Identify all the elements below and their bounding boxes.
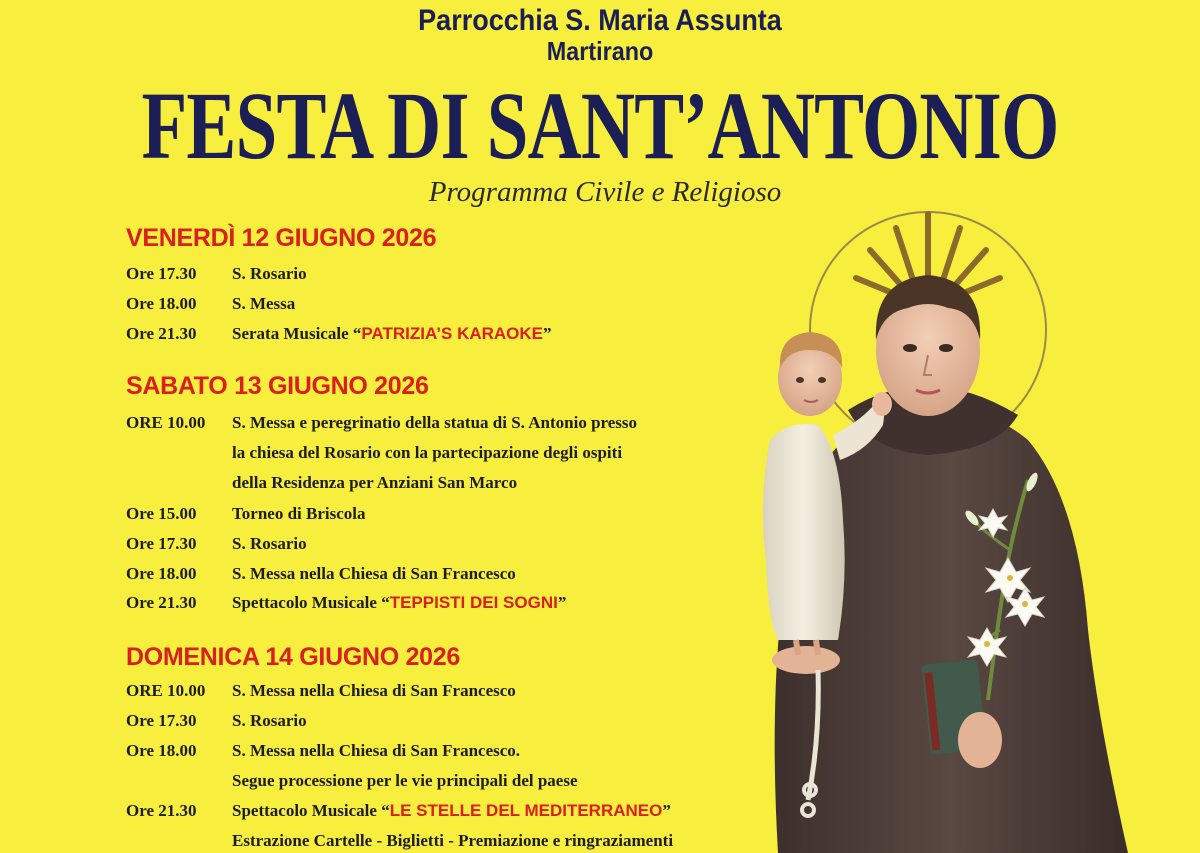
event-time: ORE 10.00	[126, 413, 206, 432]
saint-anthony-statue-icon	[748, 200, 1200, 853]
event-text: S. Messa nella Chiesa di San Francesco.	[232, 741, 521, 760]
event-text: Spettacolo Musicale	[232, 593, 377, 612]
child-hand	[872, 392, 892, 416]
child-robe	[763, 424, 845, 640]
saint-hand	[772, 646, 840, 674]
event-time: Ore 17.30	[126, 534, 197, 553]
event-time: Ore 21.30	[126, 801, 197, 820]
town-name: Martirano	[546, 36, 654, 66]
event-text: Spettacolo Musicale	[232, 801, 377, 820]
event-highlight: LE STELLE DEL MEDITERRANEO	[389, 801, 663, 820]
event-text: S. Messa e peregrinatio della statua di S. Antonio presso	[232, 413, 638, 432]
parish-name: Parrocchia S. Maria Assunta	[418, 4, 782, 37]
event-text: S. Rosario	[232, 534, 307, 553]
event-time: Ore 18.00	[126, 564, 197, 583]
day-heading: SABATO 13 GIUGNO 2026	[126, 372, 429, 400]
event-text: Segue processione per le vie principali del paese	[232, 771, 578, 790]
event-text: Serata Musicale	[232, 324, 349, 343]
event-text: S. Rosario	[232, 264, 307, 283]
event-time: Ore 17.30	[126, 264, 197, 283]
event-time: ORE 10.00	[126, 681, 206, 700]
saint-right-hand	[958, 712, 1002, 768]
event-text-with-highlight: Spettacolo Musicale “TEPPISTI DEI SOGNI”	[232, 593, 567, 612]
event-text: S. Rosario	[232, 711, 307, 730]
event-time: Ore 21.30	[126, 593, 197, 612]
event-text: della Residenza per Anziani San Marco	[232, 473, 518, 492]
event-text: S. Messa nella Chiesa di San Francesco	[232, 681, 516, 700]
event-time: Ore 18.00	[126, 741, 197, 760]
poster-title: FESTA DI SANT’ANTONIO	[141, 72, 1059, 179]
event-highlight: TEPPISTI DEI SOGNI	[389, 593, 558, 612]
event-text: Torneo di Briscola	[232, 504, 366, 523]
day-heading: DOMENICA 14 GIUGNO 2026	[126, 643, 460, 671]
event-time: Ore 21.30	[126, 324, 197, 343]
event-text: Estrazione Cartelle - Biglietti - Premiazione e ringraziamenti	[232, 831, 674, 850]
event-text-with-highlight: Serata Musicale “PATRIZIA’S KARAOKE”	[232, 324, 552, 343]
event-time: Ore 17.30	[126, 711, 197, 730]
event-highlight: PATRIZIA’S KARAOKE	[361, 324, 544, 343]
event-text-with-highlight: Spettacolo Musicale “LE STELLE DEL MEDITERRANEO”	[232, 801, 671, 820]
event-text: la chiesa del Rosario con la partecipazione degli ospiti	[232, 443, 623, 462]
event-time: Ore 15.00	[126, 504, 197, 523]
day-heading: VENERDÌ 12 GIUGNO 2026	[126, 224, 437, 252]
event-text: S. Messa	[232, 294, 296, 313]
event-time: Ore 18.00	[126, 294, 197, 313]
event-text: S. Messa nella Chiesa di San Francesco	[232, 564, 516, 583]
poster-subtitle: Programma Civile e Religioso	[428, 176, 782, 208]
